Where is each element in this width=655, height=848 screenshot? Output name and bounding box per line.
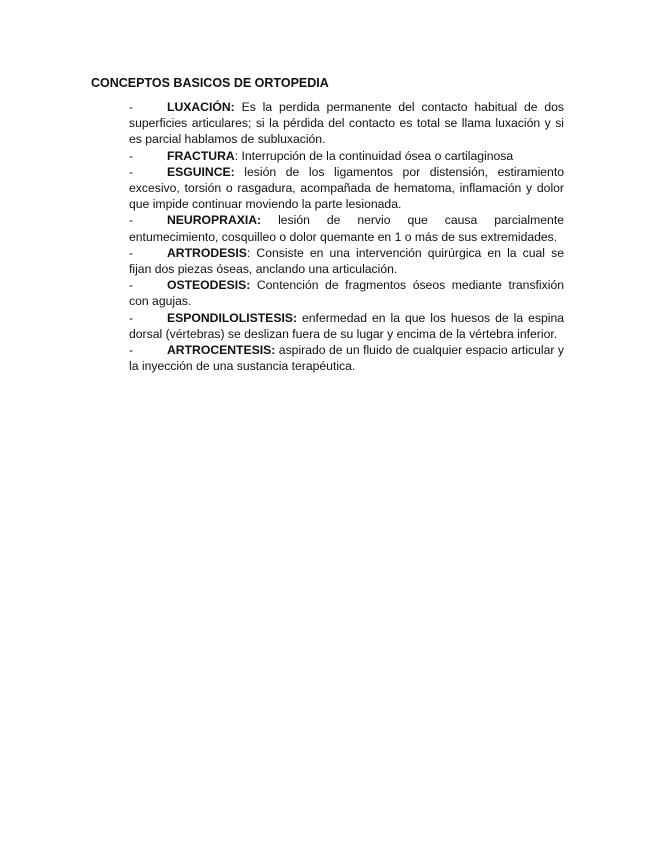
- definition-term: NEUROPRAXIA:: [167, 213, 262, 228]
- definition-list: [129, 99, 564, 374]
- definition-term: FRACTURA: [167, 148, 235, 163]
- definition-text: aspirado de un fluido de cualquier espacio articular y la inyección de una sustancia terapéutica.: [129, 343, 564, 374]
- bullet-dash: -: [129, 164, 134, 179]
- definition-text: Es la perdida permanente del contacto habitual de dos superficies articulares; si la pérdida del contacto es total se llama luxación y si es parcial hablamos de subluxación.: [129, 100, 564, 147]
- bullet-dash: -: [129, 278, 134, 293]
- definition-item-osteodesis: [129, 277, 564, 309]
- definition-term: ARTROCENTESIS:: [167, 343, 276, 358]
- definition-text: : Consiste en una intervención quirúrgica en la cual se fijan dos piezas óseas, anclando una articulación.: [129, 245, 564, 277]
- definition-item-esguince: [129, 164, 564, 213]
- definition-text: lesión de los ligamentos por distensión, estiramiento excesivo, torsión o rasgadura, acompañada de hematoma, inflamación y dolor que impide continuar moviendo la parte lesionada.: [129, 164, 564, 212]
- definition-term: ESGUINCE:: [167, 164, 235, 179]
- definition-text: lesión de nervio que causa parcialmente entumecimiento, cosquilleo o dolor quemante en 1 o más de sus extremidades.: [129, 213, 564, 244]
- definition-text: : Interrupción de la continuidad ósea o cartilaginosa: [234, 148, 514, 163]
- definition-item-neuropraxia: [129, 212, 564, 244]
- definition-item-fractura: [129, 148, 564, 164]
- definition-term: ARTRODESIS: [167, 245, 247, 260]
- bullet-dash: -: [129, 148, 134, 163]
- definition-term: OSTEODESIS:: [167, 278, 251, 293]
- definition-item-artrocentesis: [129, 342, 564, 374]
- bullet-dash: -: [129, 245, 134, 260]
- definition-term: LUXACIÓN:: [167, 100, 235, 114]
- definition-term: ESPONDILOLISTESIS:: [167, 310, 298, 325]
- definition-text: enfermedad en la que los huesos de la espina dorsal (vértebras) se deslizan fuera de su lugar y encima de la vértebra inferior.: [129, 310, 564, 341]
- definition-text: Contención de fragmentos óseos mediante transfixión con agujas.: [129, 278, 564, 309]
- bullet-dash: -: [129, 343, 134, 358]
- definition-item-espondilolistesis: [129, 310, 564, 342]
- bullet-dash: -: [129, 213, 134, 228]
- definition-item-artrodesis: [129, 245, 564, 277]
- bullet-dash: -: [129, 310, 134, 325]
- document-title: CONCEPTOS BASICOS DE ORTOPEDIA: [91, 76, 329, 90]
- definition-item-luxacion: [129, 99, 564, 148]
- bullet-dash: -: [129, 100, 134, 114]
